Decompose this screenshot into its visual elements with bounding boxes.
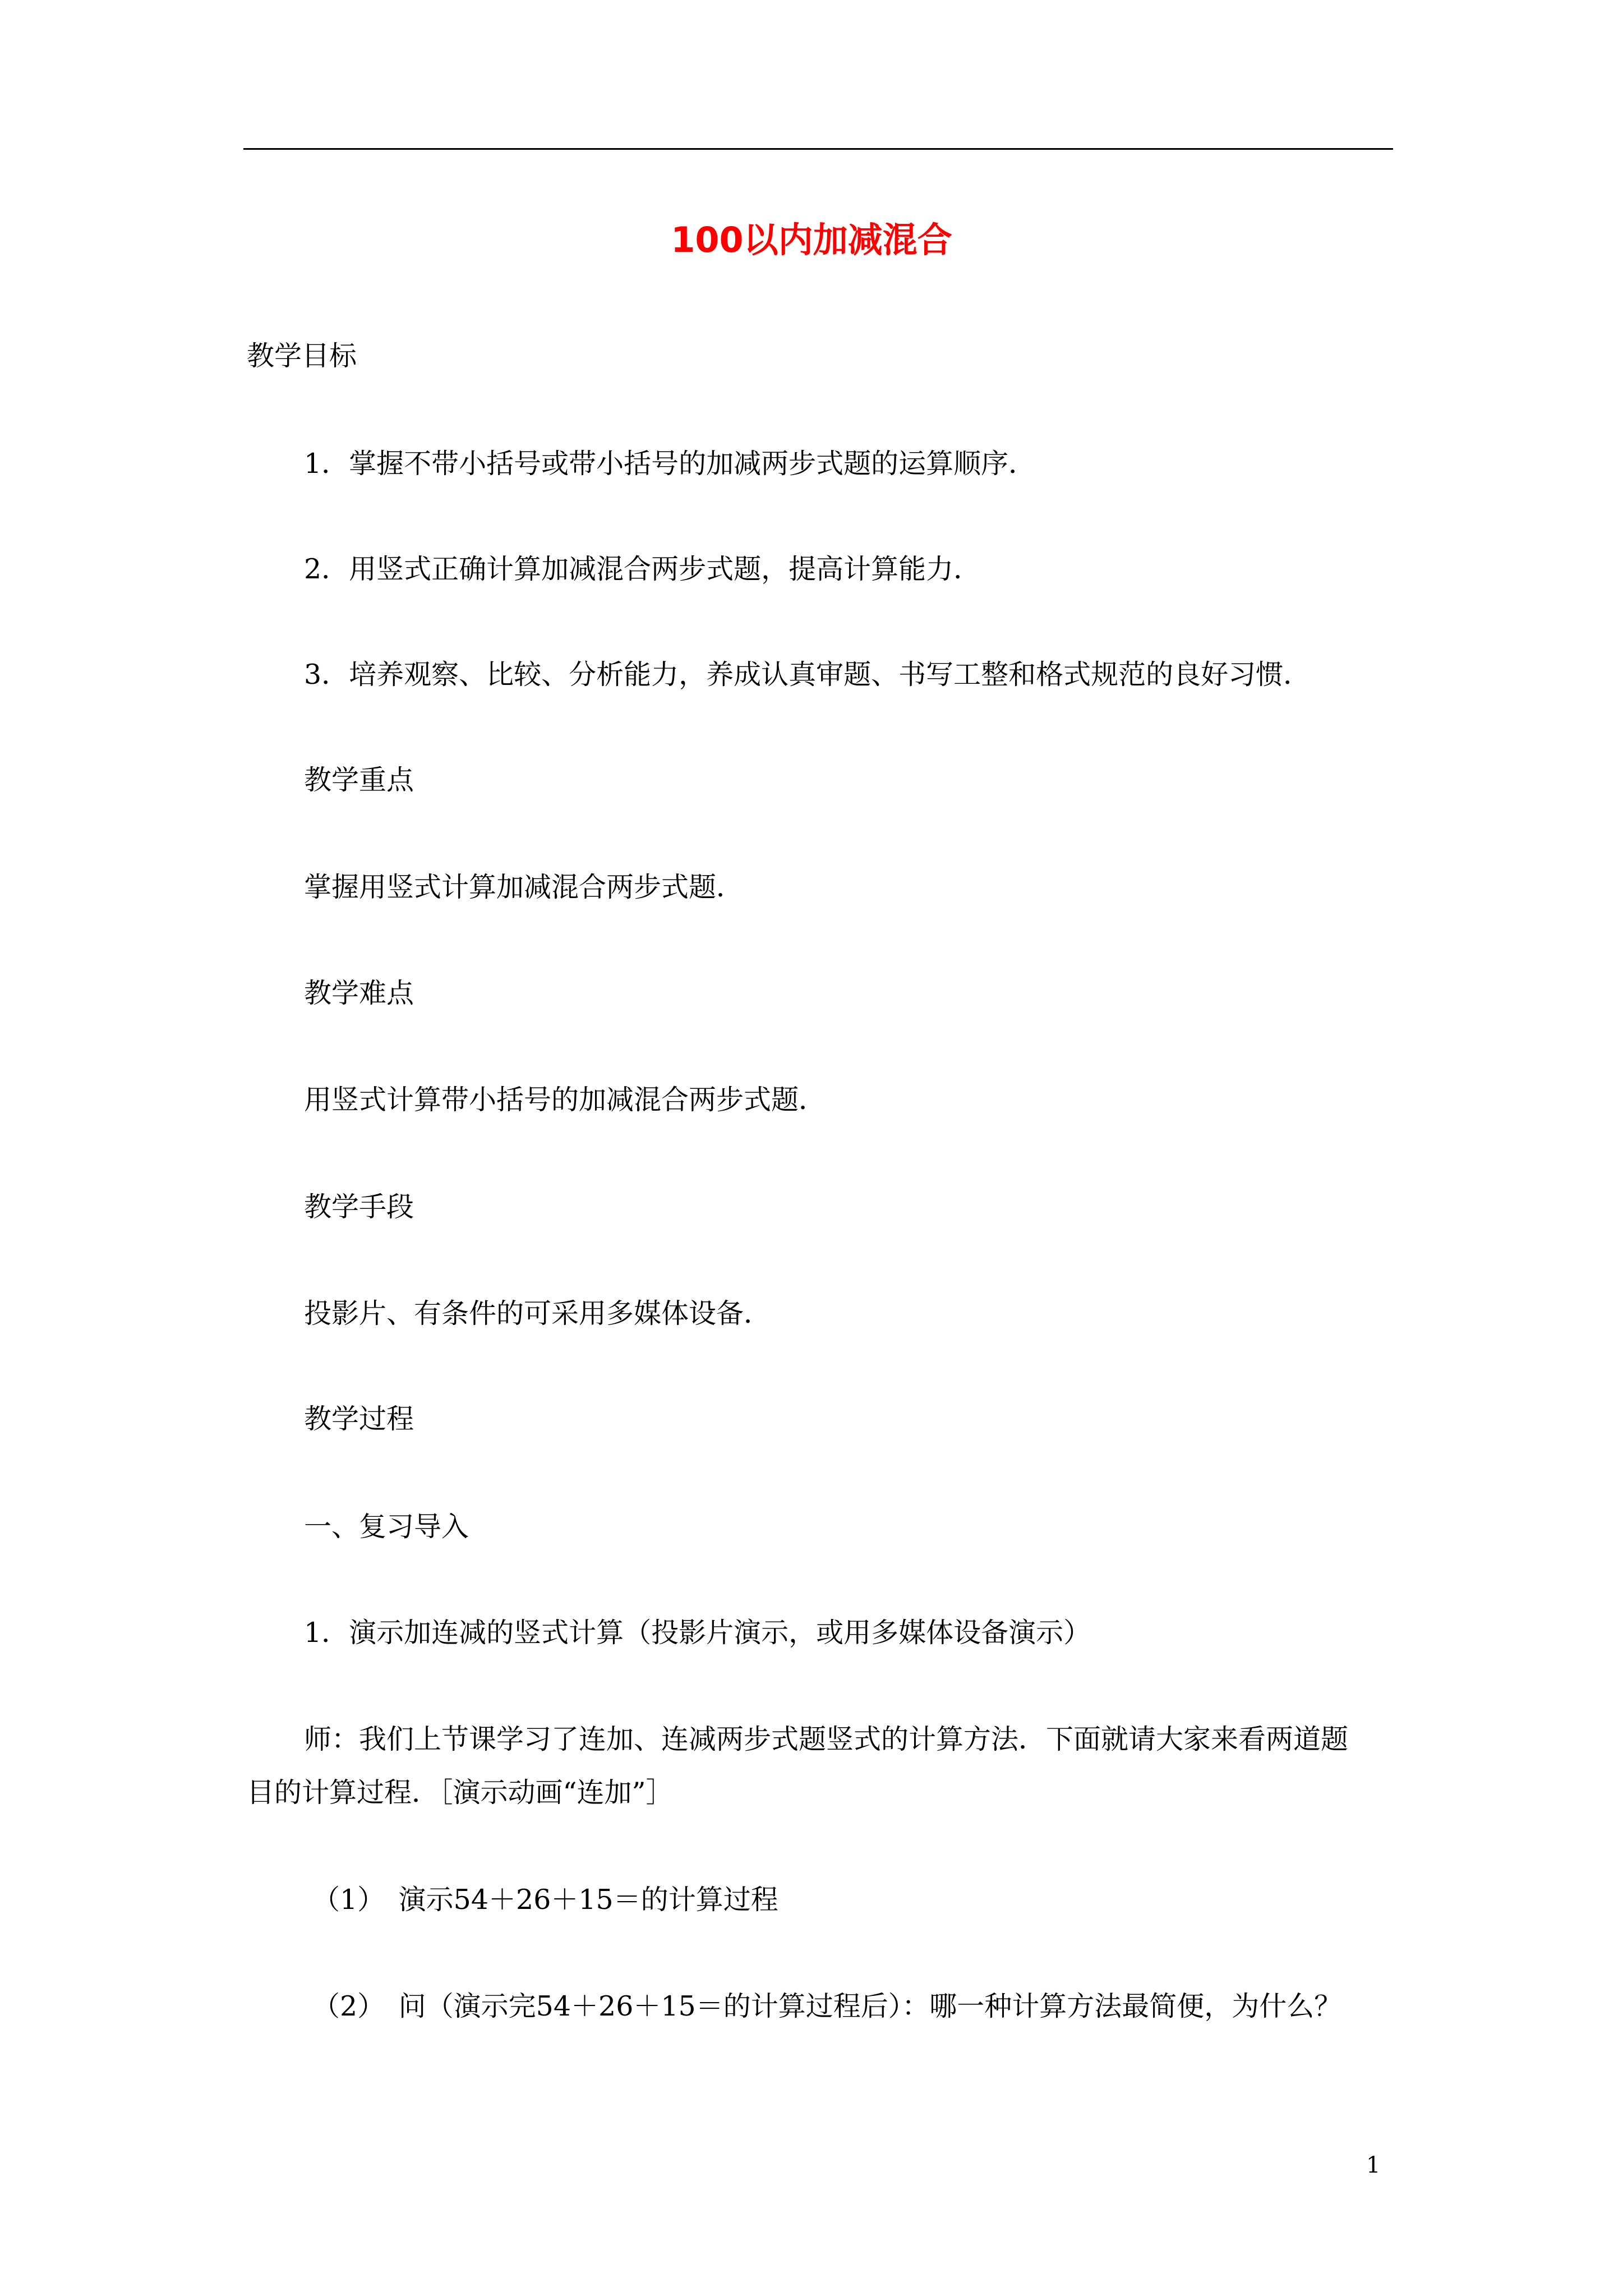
heading-teaching-process: 教学过程 <box>304 1403 414 1435</box>
page-number: 1 <box>1366 2152 1381 2178</box>
key-points-text: 掌握用竖式计算加减混合两步式题． <box>304 871 744 903</box>
goal-item-2: 2．用竖式正确计算加减混合两步式题，提高计算能力． <box>304 553 981 585</box>
header-rule <box>243 148 1393 150</box>
goal-item-1: 1．掌握不带小括号或带小括号的加减两步式题的运算顺序． <box>304 448 1036 480</box>
section-review-intro: 一、复习导入 <box>304 1511 469 1543</box>
sub-item-1: （1） 演示54＋26＋15＝的计算过程 <box>312 1884 778 1916</box>
heading-difficulties: 教学难点 <box>304 977 414 1009</box>
teacher-paragraph-line-2: 目的计算过程．［演示动画“连加”］ <box>247 1777 674 1809</box>
process-item-1: 1．演示加连减的竖式计算（投影片演示，或用多媒体设备演示） <box>304 1617 1091 1649</box>
sub-item-2: （2） 问（演示完54＋26＋15＝的计算过程后）：哪一种计算方法最简便，为什么？ <box>312 1990 1342 2022</box>
difficulties-text: 用竖式计算带小括号的加减混合两步式题． <box>304 1084 827 1116</box>
teacher-paragraph-line-1: 师：我们上节课学习了连加、连减两步式题竖式的计算方法．下面就请大家来看两道题 <box>304 1723 1349 1755</box>
document-title: 100以内加减混合 <box>671 219 952 260</box>
heading-key-points: 教学重点 <box>304 764 414 796</box>
heading-teaching-means: 教学手段 <box>304 1191 414 1223</box>
heading-teaching-goals: 教学目标 <box>247 340 357 372</box>
goal-item-3: 3．培养观察、比较、分析能力，养成认真审题、书写工整和格式规范的良好习惯． <box>304 659 1311 691</box>
teaching-means-text: 投影片、有条件的可采用多媒体设备． <box>304 1297 772 1329</box>
